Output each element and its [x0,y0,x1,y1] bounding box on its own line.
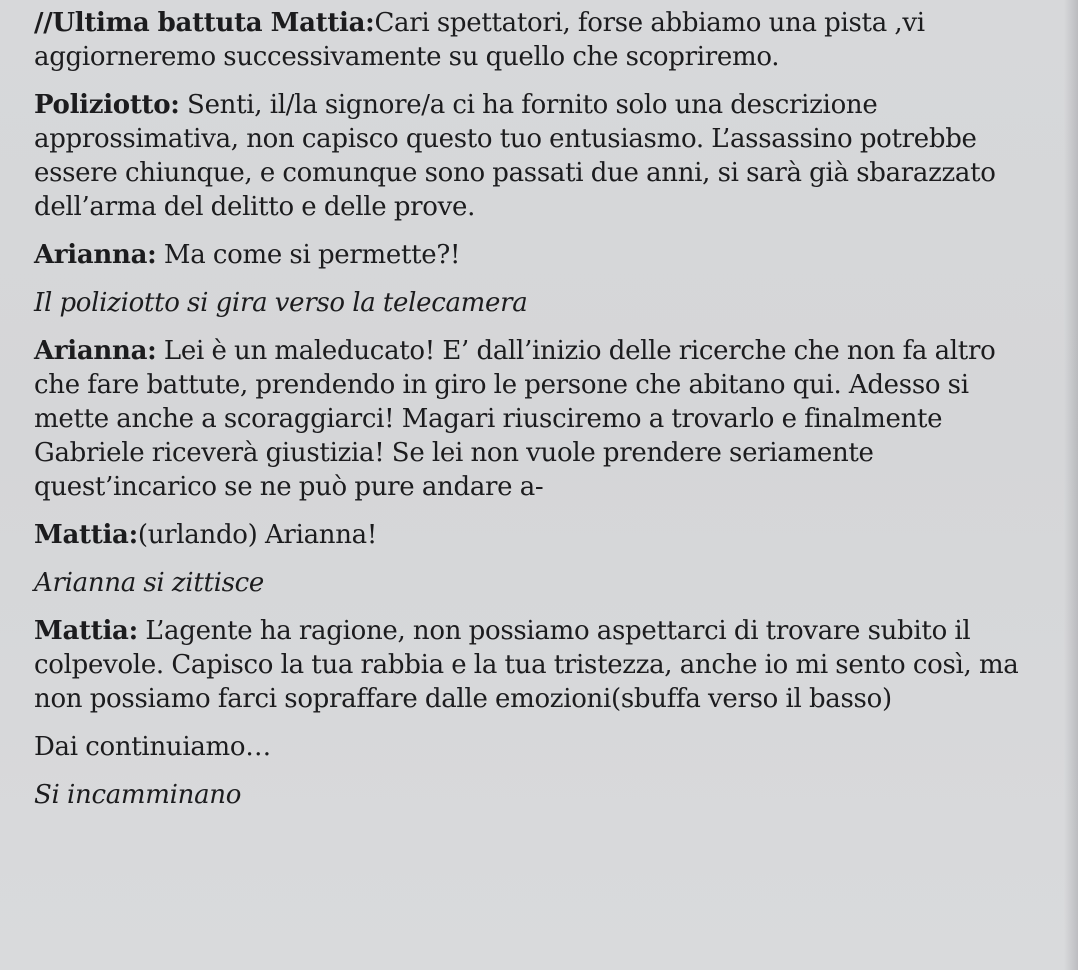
dialogue-line [34,88,1044,224]
stage-direction: Il poliziotto si gira verso la telecamera [34,288,528,318]
stage-direction: Arianna si zittisce [34,568,265,598]
speaker-name: Mattia: [34,616,138,646]
dialogue-line [34,238,1044,272]
speaker-name: Arianna: [34,336,157,366]
line-text: Senti, il/la signore/a ci ha fornito solo una descrizione approssimativa, non capisco questo tuo entusiasmo. L’assassino potrebbe essere chiunque, e comunque sono passati due anni, si sarà già sbarazzato dell’arma del delitto e delle prove. [34,90,996,222]
screen-edge-shadow [1064,0,1078,970]
dialogue-line [34,614,1044,716]
dialogue-line: Dai continuiamo… [34,732,271,762]
dialogue-line [34,518,1044,552]
line-text: Ma come si permette?! [156,240,461,270]
line-text: L’agente ha ragione, non possiamo aspettarci di trovare subito il colpevole. Capisco la tua rabbia e la tua tristezza, anche io mi sento così, ma non possiamo farci sopraffare dalle emozioni(sbuffa verso il basso) [34,616,1019,714]
stage-direction: Si incamminano [34,780,242,810]
line-text: (urlando) Arianna! [137,520,378,550]
line-text: Cari spettatori, forse abbiamo una pista ,vi aggiorneremo successivamente su quello che scopriremo. [34,8,925,72]
speaker-name: //Ultima battuta Mattia: [34,8,375,38]
speaker-name: Arianna: [34,240,157,270]
dialogue-line [34,6,1044,74]
line-text: Lei è un maleducato! E’ dall’inizio delle ricerche che non fa altro che fare battute, prendendo in giro le persone che abitano qui. Adesso si mette anche a scoraggiarci! Magari riusciremo a trovarlo e finalmente Gabriele riceverà giustizia! Se lei non vuole prendere seriamente quest’incarico se ne può pure andare a- [34,336,996,502]
speaker-name: Poliziotto: [34,90,180,120]
speaker-name: Mattia: [34,520,138,550]
dialogue-line [34,334,1044,504]
